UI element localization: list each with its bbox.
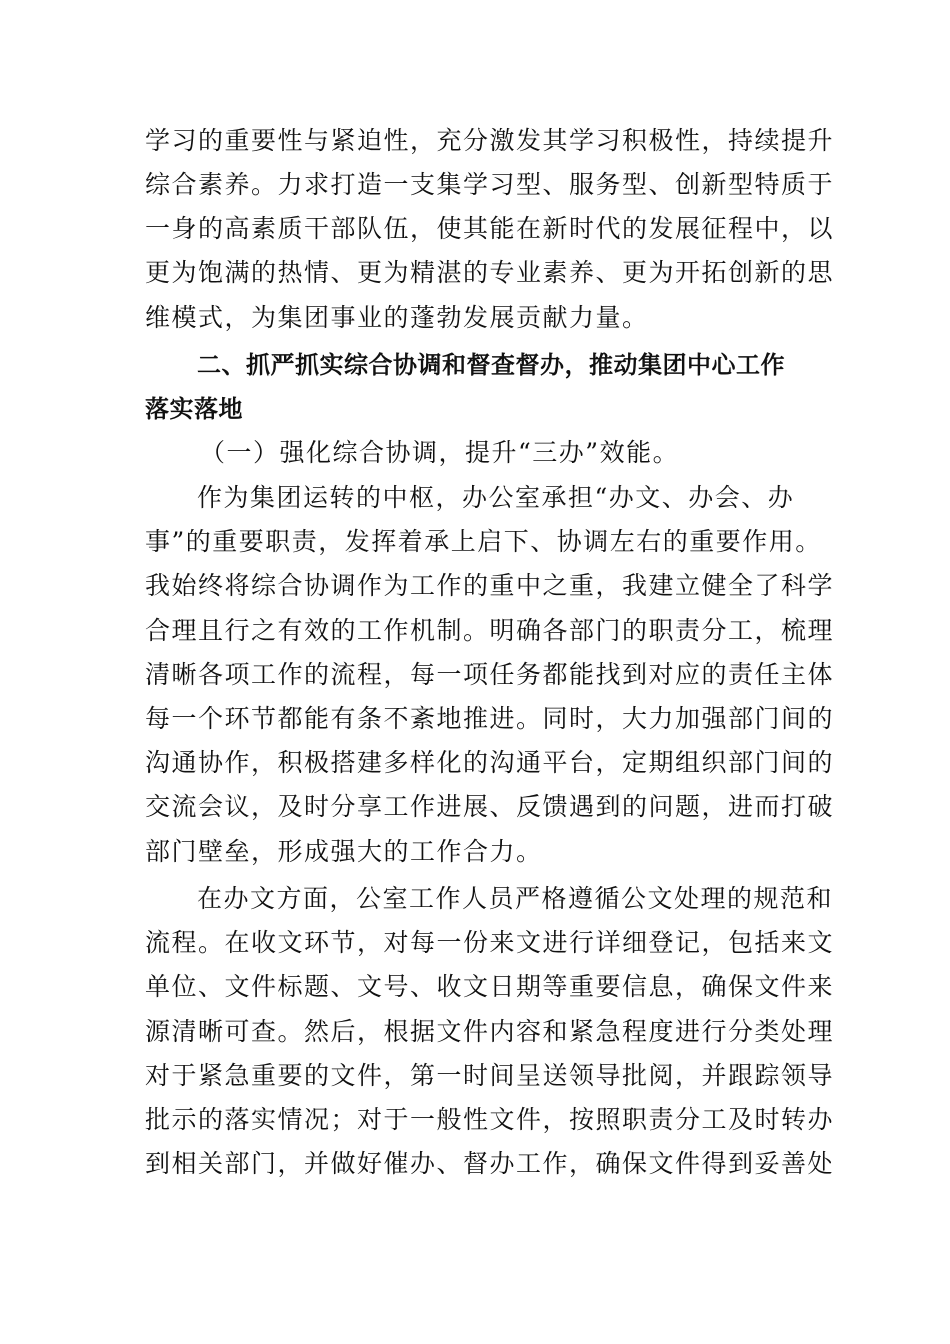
paragraph-start: 在办文方面，公室工作人员严格遵循公文处理的规范和 bbox=[197, 884, 834, 913]
text-line: 交流会议，及时分享工作进展、反馈遇到的问题，进而打破 bbox=[145, 792, 835, 821]
text-line: 每一个环节都能有条不紊地推进。同时，大力加强部门间的 bbox=[145, 704, 835, 733]
text-line: 部门壁垒，形成强大的工作合力。 bbox=[145, 837, 543, 866]
text-line: 到相关部门，并做好催办、督办工作，确保文件得到妥善处 bbox=[145, 1149, 835, 1178]
text-line: 流程。在收文环节，对每一份来文进行详细登记，包括来文 bbox=[145, 928, 835, 957]
text-line: 沟通协作，积极搭建多样化的沟通平台，定期组织部门间的 bbox=[145, 748, 835, 777]
text-line: 清晰各项工作的流程，每一项任务都能找到对应的责任主体 bbox=[145, 660, 835, 689]
text-line: 批示的落实情况；对于一般性文件，按照职责分工及时转办 bbox=[145, 1105, 835, 1134]
text-line: 一身的高素质干部队伍，使其能在新时代的发展征程中，以 bbox=[145, 214, 835, 243]
text-line: 维模式，为集团事业的蓬勃发展贡献力量。 bbox=[145, 303, 649, 332]
section-heading: 二、抓严抓实综合协调和督查督办，推动集团中心工作 bbox=[197, 351, 785, 379]
text-line: 单位、文件标题、文号、收文日期等重要信息，确保文件来 bbox=[145, 972, 835, 1001]
text-line: 合理且行之有效的工作机制。明确各部门的职责分工，梳理 bbox=[145, 616, 835, 645]
text-line: 综合素养。力求打造一支集学习型、服务型、创新型特质于 bbox=[145, 170, 835, 199]
text-line: 对于紧急重要的文件，第一时间呈送领导批阅，并跟踪领导 bbox=[145, 1061, 835, 1090]
text-line: 我始终将综合协调作为工作的重中之重，我建立健全了科学 bbox=[145, 571, 835, 600]
text-line: 更为饱满的热情、更为精湛的专业素养、更为开拓创新的思 bbox=[145, 258, 835, 287]
paragraph-start: 作为集团运转的中枢，办公室承担“办文、办会、办 bbox=[197, 483, 795, 512]
text-line: 学习的重要性与紧迫性，充分激发其学习积极性，持续提升 bbox=[145, 126, 835, 155]
subsection-heading: （一）强化综合协调，提升“三办”效能。 bbox=[200, 438, 680, 467]
text-line: 事”的重要职责，发挥着承上启下、协调左右的重要作用。 bbox=[145, 527, 822, 556]
text-line: 源清晰可查。然后，根据文件内容和紧急程度进行分类处理 bbox=[145, 1017, 835, 1046]
section-heading-continued: 落实落地 bbox=[145, 395, 243, 423]
